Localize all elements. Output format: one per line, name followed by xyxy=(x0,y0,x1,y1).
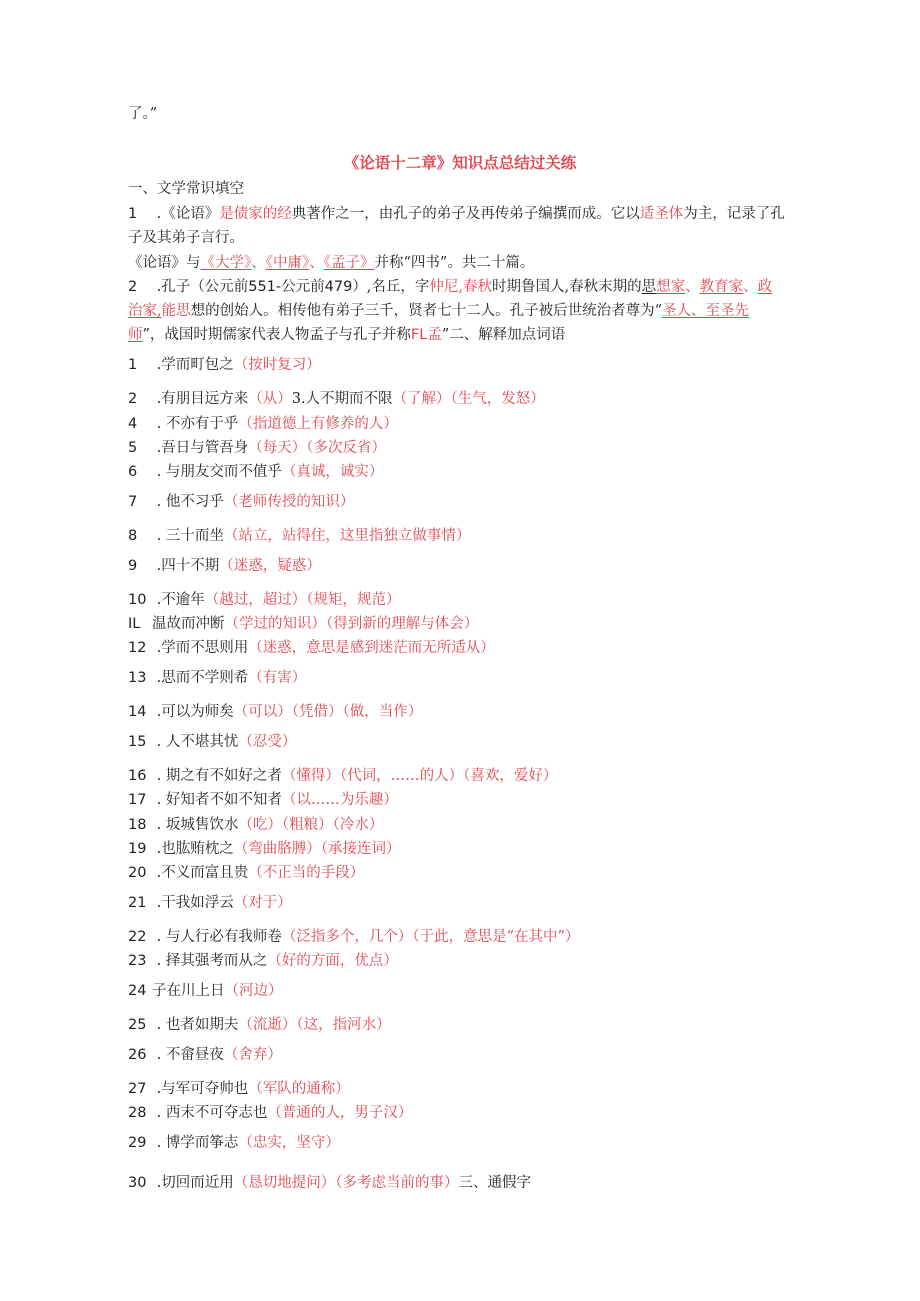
item-text: . 西末不可夺志也 xyxy=(152,1105,268,1121)
item-number: 25 xyxy=(128,1017,147,1033)
item-answer: （军队的通称） xyxy=(248,1081,350,1097)
item-answer: （站立，站得住，这里指独立做事情） xyxy=(223,528,471,544)
item-answer: （越过，超过） xyxy=(204,592,307,608)
item-answer: （做，当作） xyxy=(342,704,423,720)
answer: 能思 xyxy=(161,303,191,319)
item-answer: （生气，发怒） xyxy=(450,391,545,407)
list-item xyxy=(128,1015,391,1035)
item-answer: （忠实，坚守） xyxy=(238,1135,340,1151)
item-number: 2 xyxy=(128,391,138,407)
item-answer: （喜欢，爱好） xyxy=(463,768,558,784)
item-text: .干我如浮云 xyxy=(152,895,234,911)
item-answer: （忍受） xyxy=(238,734,297,750)
item-text: .学而不思则用 xyxy=(152,640,249,656)
item-answer: （普通的人，男子汉） xyxy=(267,1105,413,1121)
item-answer: （这，指河水） xyxy=(296,1017,391,1033)
item-text: 温故而冲断 xyxy=(152,616,225,632)
item-number: 9 xyxy=(128,558,138,574)
item-number: 12 xyxy=(128,640,147,656)
item-answer: （恳切地提问） xyxy=(233,1175,336,1191)
item-number: 17 xyxy=(128,792,147,808)
list-item xyxy=(128,766,557,786)
item-number: 24 xyxy=(128,983,147,999)
item-number: 6 xyxy=(128,464,138,480)
answer: 《中庸》 xyxy=(265,255,310,271)
list-item xyxy=(128,492,354,512)
item-answer: （迷惑，意思是感到迷茫而无所适从） xyxy=(248,640,495,656)
item-answer: （迷惑，疑惑） xyxy=(219,558,321,574)
item-number: 5 xyxy=(128,440,138,456)
separator: 、 xyxy=(309,255,324,271)
list-item xyxy=(128,1133,340,1153)
item-answer: （舍弃） xyxy=(223,1047,282,1063)
item-number: 21 xyxy=(128,895,147,911)
item-answer: （河边） xyxy=(224,983,283,999)
item-number: 14 xyxy=(128,704,147,720)
list-item xyxy=(128,981,283,1001)
list-item xyxy=(128,951,398,971)
item-text: . 三十而坐 xyxy=(152,528,224,544)
list-item xyxy=(128,1103,412,1123)
answer: 政 xyxy=(757,279,773,295)
item-text: .思而不学则希 xyxy=(152,670,249,686)
text: 为主，记录了孔 xyxy=(683,206,785,222)
item-answer: （以……为乐趣） xyxy=(281,792,398,808)
item-text: . 期之有不如好之者 xyxy=(152,768,282,784)
item-answer: （真诚，诚实） xyxy=(281,464,384,480)
item-number: IL xyxy=(128,616,141,632)
list-item xyxy=(128,462,383,482)
item-number: 10 xyxy=(128,592,147,608)
item-answer: （老师传授的知识） xyxy=(223,494,355,510)
list-item xyxy=(128,355,321,375)
item-number: 13 xyxy=(128,670,147,686)
list-item xyxy=(128,1079,350,1099)
item-number: 8 xyxy=(128,528,138,544)
list-item xyxy=(128,732,296,752)
list-item xyxy=(128,389,545,409)
item-text: . 不亦有于乎 xyxy=(152,416,239,432)
answer: 治家, xyxy=(128,303,162,319)
item-number: 23 xyxy=(128,953,147,969)
paragraph-number: 2 xyxy=(128,279,138,295)
item-text: . 与人行必有我师卷 xyxy=(152,929,282,945)
list-item xyxy=(128,668,306,688)
list-item xyxy=(128,590,400,610)
paragraph-3-line-2 xyxy=(128,301,749,321)
answer: 适圣体 xyxy=(639,206,684,222)
separator: 、 xyxy=(743,279,758,295)
item-number: 22 xyxy=(128,929,147,945)
text: 公元前551-公元前479 xyxy=(204,279,353,295)
paragraph-2 xyxy=(128,253,534,273)
text: .孔子（ xyxy=(152,279,205,295)
item-text: 三、通假字 xyxy=(458,1175,531,1191)
text: ）,名丘，字 xyxy=(352,279,430,295)
item-answer: （了解） xyxy=(392,391,451,407)
item-text: . 人不堪其忧 xyxy=(152,734,239,750)
text: 《论语》与 xyxy=(128,255,201,271)
paragraph-1-line-1 xyxy=(128,204,785,224)
item-answer: （懂得） xyxy=(281,768,340,784)
item-answer: （对于） xyxy=(233,895,292,911)
answer: 仲尼,春秋 xyxy=(429,279,493,295)
item-answer: （承接连词） xyxy=(320,841,401,857)
item-answer: （从） xyxy=(248,391,292,407)
item-number: 16 xyxy=(128,768,147,784)
item-answer: （多次反省） xyxy=(306,440,386,456)
list-item xyxy=(128,614,478,634)
item-text: . 与朋友交而不值乎 xyxy=(152,464,282,480)
item-number: 28 xyxy=(128,1105,147,1121)
item-answer: （不正当的手段） xyxy=(248,865,365,881)
list-item xyxy=(128,438,386,458)
answer: 是债家的经 xyxy=(219,206,292,222)
item-text: . 也者如期夫 xyxy=(152,1017,239,1033)
answer: 师 xyxy=(128,327,143,343)
text: 典著作之一，由孔子的弟子及再传弟子编撰而成。它以 xyxy=(291,206,640,222)
text: 并称“四书”。共二十篇。 xyxy=(374,255,535,271)
item-answer: （粗粮） xyxy=(281,817,333,833)
answer: 圣人、至圣先 xyxy=(662,303,750,319)
item-answer: （代词，……的人） xyxy=(339,768,464,784)
item-text: . 坂城售饮水 xyxy=(152,817,239,833)
item-text: 子在川上日 xyxy=(152,983,225,999)
item-number: 20 xyxy=(128,865,147,881)
page-title: 《论语十二章》知识点总结过关练 xyxy=(343,154,577,172)
list-item xyxy=(128,927,579,947)
item-answer: （可以） xyxy=(233,704,292,720)
list-item xyxy=(128,1045,282,1065)
answer: 想家 xyxy=(656,279,686,295)
item-number: 30 xyxy=(128,1175,147,1191)
item-text: .吾日与管吾身 xyxy=(152,440,249,456)
item-answer: （每天） xyxy=(248,440,307,456)
item-answer: （得到新的理解与体会） xyxy=(326,616,479,632)
item-number: 26 xyxy=(128,1047,147,1063)
list-item xyxy=(128,638,495,658)
list-item xyxy=(128,526,470,546)
item-answer: （指道德上有修养的人） xyxy=(238,416,398,432)
item-answer: （学过的知识） xyxy=(224,616,326,632)
item-number: 1 xyxy=(128,357,138,373)
text: 思 xyxy=(641,279,657,295)
item-number: 15 xyxy=(128,734,147,750)
item-number: 27 xyxy=(128,1081,147,1097)
item-answer: （规矩，规范） xyxy=(306,592,401,608)
item-text: .可以为师矣 xyxy=(152,704,234,720)
item-text: .切回而近用 xyxy=(152,1175,234,1191)
answer: FL孟 xyxy=(410,327,442,343)
list-item xyxy=(128,839,400,859)
list-item xyxy=(128,893,292,913)
item-answer: （吃） xyxy=(238,817,282,833)
item-answer: （多考虑当前的事） xyxy=(335,1175,459,1191)
answer: 教育家 xyxy=(699,279,744,295)
item-text: . 博学而筝志 xyxy=(152,1135,239,1151)
list-item xyxy=(128,702,422,722)
item-text: . 他不习乎 xyxy=(152,494,224,510)
text: .《论语》 xyxy=(152,206,220,222)
paragraph-number: 1 xyxy=(128,206,138,222)
item-answer: （有害） xyxy=(248,670,307,686)
item-text: . 择其强考而从之 xyxy=(152,953,268,969)
item-answer: （冷水） xyxy=(332,817,384,833)
section-heading-1: 一、文学常识填空 xyxy=(128,181,244,197)
paragraph-3-line-3 xyxy=(128,325,565,345)
item-text: .四十不期 xyxy=(152,558,220,574)
item-number: 19 xyxy=(128,841,147,857)
item-text: .与军可夺帅也 xyxy=(152,1081,249,1097)
item-text: . 不畲昼夜 xyxy=(152,1047,224,1063)
list-item xyxy=(128,556,321,576)
item-answer: （泛指多个，几个） xyxy=(281,929,413,945)
list-item xyxy=(128,1173,531,1193)
item-text: .不义而富且贵 xyxy=(152,865,249,881)
text: ”，战国时期儒家代表人物孟子与孔子并称 xyxy=(142,327,411,343)
item-text: .有朋目远方来 xyxy=(152,391,249,407)
item-answer: （凭借） xyxy=(291,704,343,720)
item-number: 29 xyxy=(128,1135,147,1151)
list-item xyxy=(128,414,398,434)
list-item xyxy=(128,863,364,883)
answer: 《大学》 xyxy=(200,255,252,271)
text: 时期鲁国人,春秋末期的 xyxy=(492,279,642,295)
item-answer: （好的方面，优点） xyxy=(267,953,398,969)
text: ”二、解释加点词语 xyxy=(441,327,566,343)
top-fragment: 了。” xyxy=(128,106,158,122)
text: 想的创始人。相传他有弟子三千，贤者七十二人。孔子被后世统治者尊为“ xyxy=(190,303,663,319)
paragraph-3-line-1 xyxy=(128,277,772,297)
item-text: . 好知者不如不知者 xyxy=(152,792,282,808)
item-text: .也肱贿枕之 xyxy=(152,841,234,857)
answer: 《孟子》 xyxy=(323,255,375,271)
item-text: .不逾年 xyxy=(152,592,205,608)
item-answer: （流逝） xyxy=(238,1017,297,1033)
item-answer: （按时复习） xyxy=(233,357,321,373)
item-number: 4 xyxy=(128,416,138,432)
list-item xyxy=(128,815,383,835)
item-number: 18 xyxy=(128,817,147,833)
paragraph-1-line-2: 子及其弟子言行。 xyxy=(128,230,244,246)
item-number: 7 xyxy=(128,494,138,510)
separator: 、 xyxy=(251,255,266,271)
item-answer: （于此，意思是“在其中”） xyxy=(412,929,580,945)
item-text: .学而町包之 xyxy=(152,357,234,373)
item-answer: （弯曲胳膊） xyxy=(233,841,321,857)
separator: 、 xyxy=(685,279,700,295)
list-item xyxy=(128,790,398,810)
item-text: 3.人不期而不限 xyxy=(291,391,393,407)
